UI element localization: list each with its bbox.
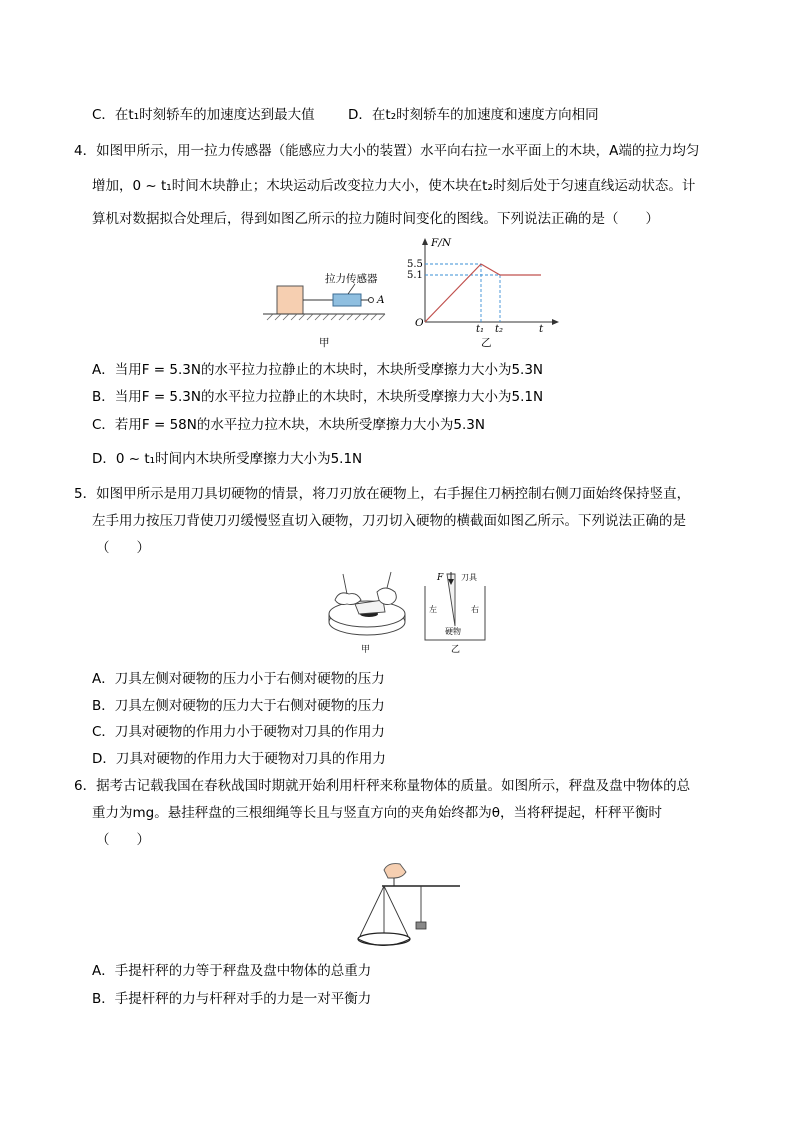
q4-figure-jia bbox=[263, 272, 385, 349]
q5-stem-line2: 左手用力按压刀背使刀刃缓慢竖直切入硬物，刀刃切入硬物的横截面如图乙所示。下列说法正确的是 bbox=[92, 513, 686, 529]
chart-ylabel: F/N bbox=[431, 237, 452, 249]
q5-figure-jia bbox=[329, 572, 405, 655]
q4-chart bbox=[407, 237, 559, 349]
counterweight bbox=[416, 922, 426, 929]
q6-stem-line3: （ ） bbox=[96, 832, 150, 848]
arm-left bbox=[343, 574, 347, 594]
pan-cord-right bbox=[384, 886, 408, 936]
end-a-ring bbox=[369, 298, 374, 303]
object-label: 硬物 bbox=[445, 627, 461, 636]
q4-option-c: C．若用F = 58N的水平拉力拉木块，木块所受摩擦力大小为5.3N bbox=[92, 417, 485, 433]
q4-stem-line2: 增加，0 ~ t₁时间木块静止；木块运动后改变拉力大小，使木块在t₂时刻后处于匀速直线运动状态。计 bbox=[92, 178, 696, 194]
end-a-label: A bbox=[377, 294, 385, 306]
q5-figure bbox=[325, 570, 490, 660]
arm-right bbox=[387, 572, 391, 588]
q5-caption-yi: 乙 bbox=[451, 645, 461, 655]
q6-option-b: B．手提杆秤的力与杆秤对手的力是一对平衡力 bbox=[92, 991, 372, 1007]
wooden-block bbox=[277, 286, 303, 314]
q5-option-b: B．刀具左侧对硬物的压力大于右侧对硬物的压力 bbox=[92, 698, 385, 714]
y-tick-5-1: 5.1 bbox=[407, 270, 423, 281]
q5-stem-line3: （ ） bbox=[96, 540, 150, 556]
chart-xlabel: t bbox=[539, 323, 544, 335]
right-side-label: 右 bbox=[471, 605, 479, 614]
left-side-label: 左 bbox=[429, 605, 437, 614]
force-line-segment-2 bbox=[481, 264, 500, 275]
q4-option-d: D．0 ~ t₁时间内木块所受摩擦力大小为5.1N bbox=[92, 451, 363, 467]
x-tick-t1: t₁ bbox=[476, 324, 485, 335]
chart-origin: O bbox=[415, 317, 424, 329]
q5-option-a: A．刀具左侧对硬物的压力小于右侧对硬物的压力 bbox=[92, 671, 385, 687]
q4-stem-line1: 4．如图甲所示，用一拉力传感器（能感应力大小的装置）水平向右拉一水平面上的木块，A端的拉力均匀 bbox=[74, 143, 700, 159]
q3-option-d: D．在t₂时刻轿车的加速度和速度方向相同 bbox=[348, 107, 599, 123]
q5-stem-line1: 5．如图甲所示是用刀具切硬物的情景，将刀刃放在硬物上，右手握住刀柄控制右侧刀面始终保持竖直， bbox=[74, 486, 691, 502]
q4-option-b: B．当用F = 5.3N的水平拉力拉静止的木块时，木块所受摩擦力大小为5.1N bbox=[92, 389, 544, 405]
force-sensor bbox=[333, 294, 361, 306]
q5-figure-yi bbox=[425, 572, 485, 655]
q5-caption-jia: 甲 bbox=[361, 645, 371, 655]
sensor-pointer bbox=[348, 284, 355, 294]
q5-option-c: C．刀具对硬物的作用力小于硬物对刀具的作用力 bbox=[92, 724, 385, 740]
x-axis-arrow bbox=[552, 319, 559, 325]
pan-cord-left bbox=[360, 886, 384, 936]
q4-stem-line3: 算机对数据拟合处理后，得到如图乙所示的拉力随时间变化的图线。下列说法正确的是（ ） bbox=[92, 211, 659, 227]
scale-pan bbox=[358, 933, 410, 945]
q6-stem-line1: 6．据考古记载我国在春秋战国时期就开始利用杆秤来称量物体的质量。如图所示，秤盘及盘中物体的总 bbox=[74, 778, 691, 794]
caption-jia: 甲 bbox=[319, 337, 330, 349]
ground-hatching bbox=[267, 314, 385, 320]
q6-option-a: A．手提杆秤的力等于秤盘及盘中物体的总重力 bbox=[92, 963, 372, 979]
caption-yi: 乙 bbox=[481, 337, 492, 349]
x-tick-t2: t₂ bbox=[495, 324, 504, 335]
tool-label: 刀具 bbox=[461, 573, 477, 582]
q6-figure-steelyard bbox=[348, 860, 466, 952]
hand bbox=[384, 864, 406, 878]
y-axis-arrow bbox=[422, 238, 428, 245]
q6-stem-line2: 重力为mg。悬挂秤盘的三根细绳等长且与竖直方向的夹角始终都为θ，当将秤提起，杆秤平衡时 bbox=[92, 805, 662, 821]
left-hand bbox=[335, 593, 361, 605]
force-line-segment-1 bbox=[425, 264, 481, 322]
sensor-label: 拉力传感器 bbox=[325, 273, 378, 285]
q4-chart-marks bbox=[425, 264, 541, 322]
q3-option-c: C．在t₁时刻轿车的加速度达到最大值 bbox=[92, 107, 315, 123]
q5-option-d: D．刀具对硬物的作用力大于硬物对刀具的作用力 bbox=[92, 751, 386, 767]
y-tick-5-5: 5.5 bbox=[407, 259, 423, 270]
q4-option-a: A．当用F = 5.3N的水平拉力拉静止的木块时，木块所受摩擦力大小为5.3N bbox=[92, 362, 544, 378]
force-label: F bbox=[437, 573, 444, 583]
q4-figure bbox=[255, 236, 565, 352]
